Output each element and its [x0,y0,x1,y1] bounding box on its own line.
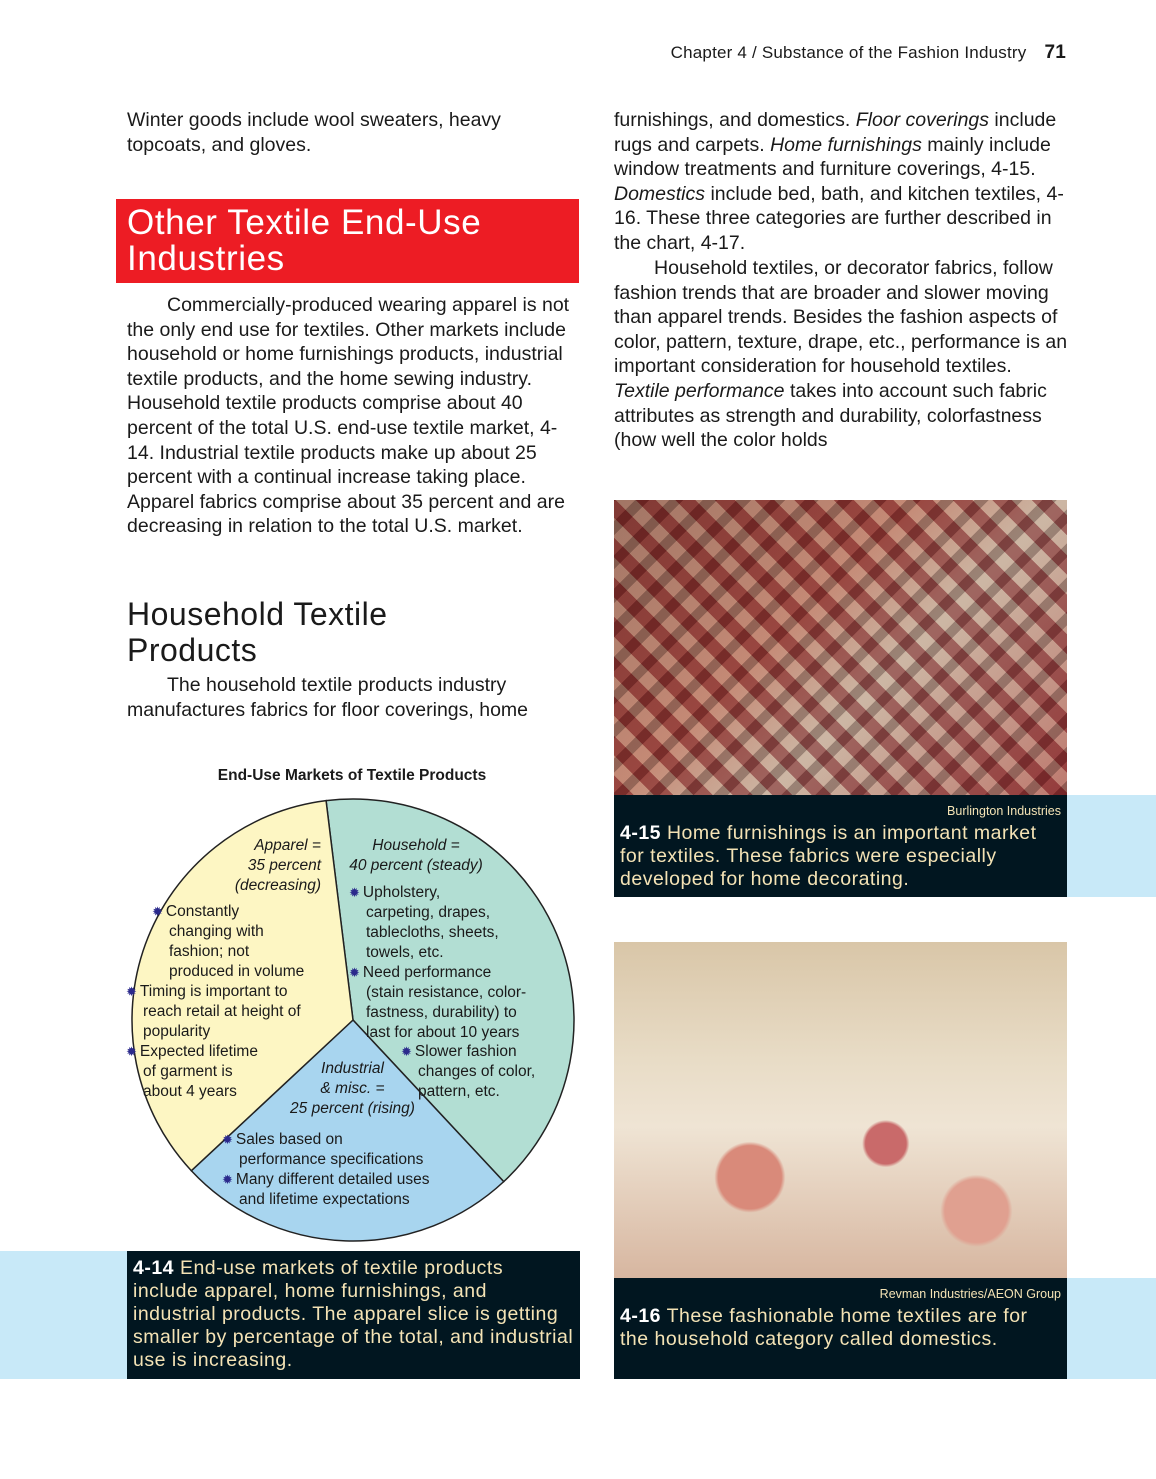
bullet-line: produced in volume [169,963,305,980]
bullet-line: changing with [169,923,264,940]
slice-bullet [126,982,301,1042]
slice-label-line: & misc. = [320,1080,385,1097]
bullet-line: pattern, etc. [418,1083,500,1100]
text-segment: takes into account such fabric attributes as strength and durability, colorfastness (how well the color holds [614,379,1047,452]
slice-label-line: (decreasing) [234,877,321,894]
chart-title: End-Use Markets of Textile Products [217,767,487,784]
bullet-star-icon: ✹ [126,984,137,999]
bullet-line: Upholstery, [362,884,441,901]
bullet-line: Slower fashion [414,1043,517,1060]
photo-credit: Revman Industries/AEON Group [879,1287,1061,1301]
figure-caption-4-15 [614,795,1067,897]
bullet-line: towels, etc. [366,944,444,961]
home-furnishings-fabrics-photo [614,500,1067,795]
bullet-line: reach retail at height of [143,1003,301,1020]
bullet-star-icon: ✹ [349,965,360,980]
text-segment: furnishings, and domestics. [614,109,856,131]
figure-caption-4-16 [614,1278,1067,1379]
caption-band [1067,1278,1156,1379]
bullet-star-icon: ✹ [349,885,360,900]
caption-text: These fashionable home textiles are for the household category called domestics. [620,1305,1028,1350]
bullet-line: Timing is important to [139,983,288,1000]
intro-paragraph: Winter goods include wool sweaters, heavy topcoats, and gloves. [127,109,501,156]
bullet-line: fashion; not [169,943,250,960]
bullet-line: popularity [143,1023,211,1040]
bullet-line: (stain resistance, color- [366,984,527,1001]
slice-label-line: 35 percent [247,857,321,874]
floral-bedroom-photo [614,942,1067,1278]
figure-number: 4-14 [133,1257,175,1279]
slice-label [341,836,491,876]
slice-label-line: Industrial [321,1060,384,1077]
bullet-star-icon: ✹ [401,1044,412,1059]
figure-number: 4-16 [620,1305,662,1327]
bullet-line: fastness, durability) to [366,1004,517,1021]
photo-credit: Burlington Industries [947,804,1061,818]
caption-text: Home furnishings is an important market for textiles. These fabrics were especially developed for home decorating. [620,822,1037,890]
slice-label-line: Household = [372,837,460,854]
bullet-line: Need performance [362,964,492,981]
slice-label-line: Apparel = [254,837,321,854]
italic-term: Floor coverings [855,109,990,131]
text-segment: mainly include window treatments and furniture coverings, 4-15. [614,133,1051,181]
text-segment: include rugs and carpets. [614,109,1057,156]
slice-bullet [222,1130,424,1170]
section-paragraph: Commercially-produced wearing apparel is not the only end use for textiles. Other markets include household or home furnishings products, industrial textile products, and the home sewing industry. Household textile products comprise about 40 percent of the total U.S. end-use textile market, 4-14. Industrial textile products make up about 25 percent with a continual increase taking place. Apparel fabrics comprise about 35 percent and are decreasing in relation to the total U.S. market. [127,294,570,538]
slice-bullet [349,963,527,1043]
caption-text: End-use markets of textile products include apparel, home furnishings, and industrial products. The apparel slice is getting smaller by percentage of the total, and industrial use is increasing. [133,1257,574,1371]
italic-term: Textile performance [614,379,785,402]
subsection-paragraph: The household textile products industry manufactures fabrics for floor coverings, home [127,674,529,721]
slice-bullet [126,1042,258,1102]
bullet-line: Expected lifetime [139,1043,258,1060]
slice-label [285,1059,420,1119]
bullet-line: last for about 10 years [366,1024,520,1041]
bullet-star-icon: ✹ [222,1132,233,1147]
slice-bullet [401,1042,536,1102]
slice-bullet [349,883,499,963]
slice-label-line: 25 percent (rising) [290,1100,415,1117]
bullet-line: about 4 years [143,1083,237,1100]
section-heading: Other Textile End-Use Industries [127,203,482,278]
bullet-star-icon: ✹ [152,904,163,919]
bullet-star-icon: ✹ [126,1044,137,1059]
caption-band [1067,795,1156,897]
slice-bullet [152,902,305,982]
bullet-line: Constantly [165,903,240,920]
bullet-line: performance specifications [239,1151,424,1168]
bullet-line: of garment is [143,1063,233,1080]
figure-caption-4-14 [127,1251,580,1379]
slice-bullet [222,1170,430,1210]
bullet-line: Sales based on [235,1131,343,1148]
figure-number: 4-15 [620,822,662,844]
text-segment: include bed, bath, and kitchen textiles, 4-16. These three categories are further described in the chart, 4-17. [614,182,1064,254]
bullet-line: and lifetime expectations [239,1191,410,1208]
slice-label [225,836,321,896]
text-segment: Household textiles, or decorator fabrics, follow fashion trends that are broader and slower moving than apparel trends. Besides the fashion aspects of color, pattern, texture, drape, etc., performance is an important consideration for household textiles. [614,257,1068,378]
page-number: 71 [1044,42,1066,63]
subsection-heading: Household Textile Products [127,596,388,668]
italic-term: Domestics [614,182,706,205]
bullet-line: Many different detailed uses [235,1171,430,1188]
caption-band [0,1251,127,1379]
bullet-line: tablecloths, sheets, [366,924,499,941]
bullet-line: carpeting, drapes, [366,904,491,921]
slice-label-line: 40 percent (steady) [349,857,483,874]
running-title: Chapter 4 / Substance of the Fashion Industry [670,43,1027,62]
bullet-line: changes of color, [418,1063,536,1080]
bullet-star-icon: ✹ [222,1172,233,1187]
italic-term: Home furnishings [770,133,922,156]
